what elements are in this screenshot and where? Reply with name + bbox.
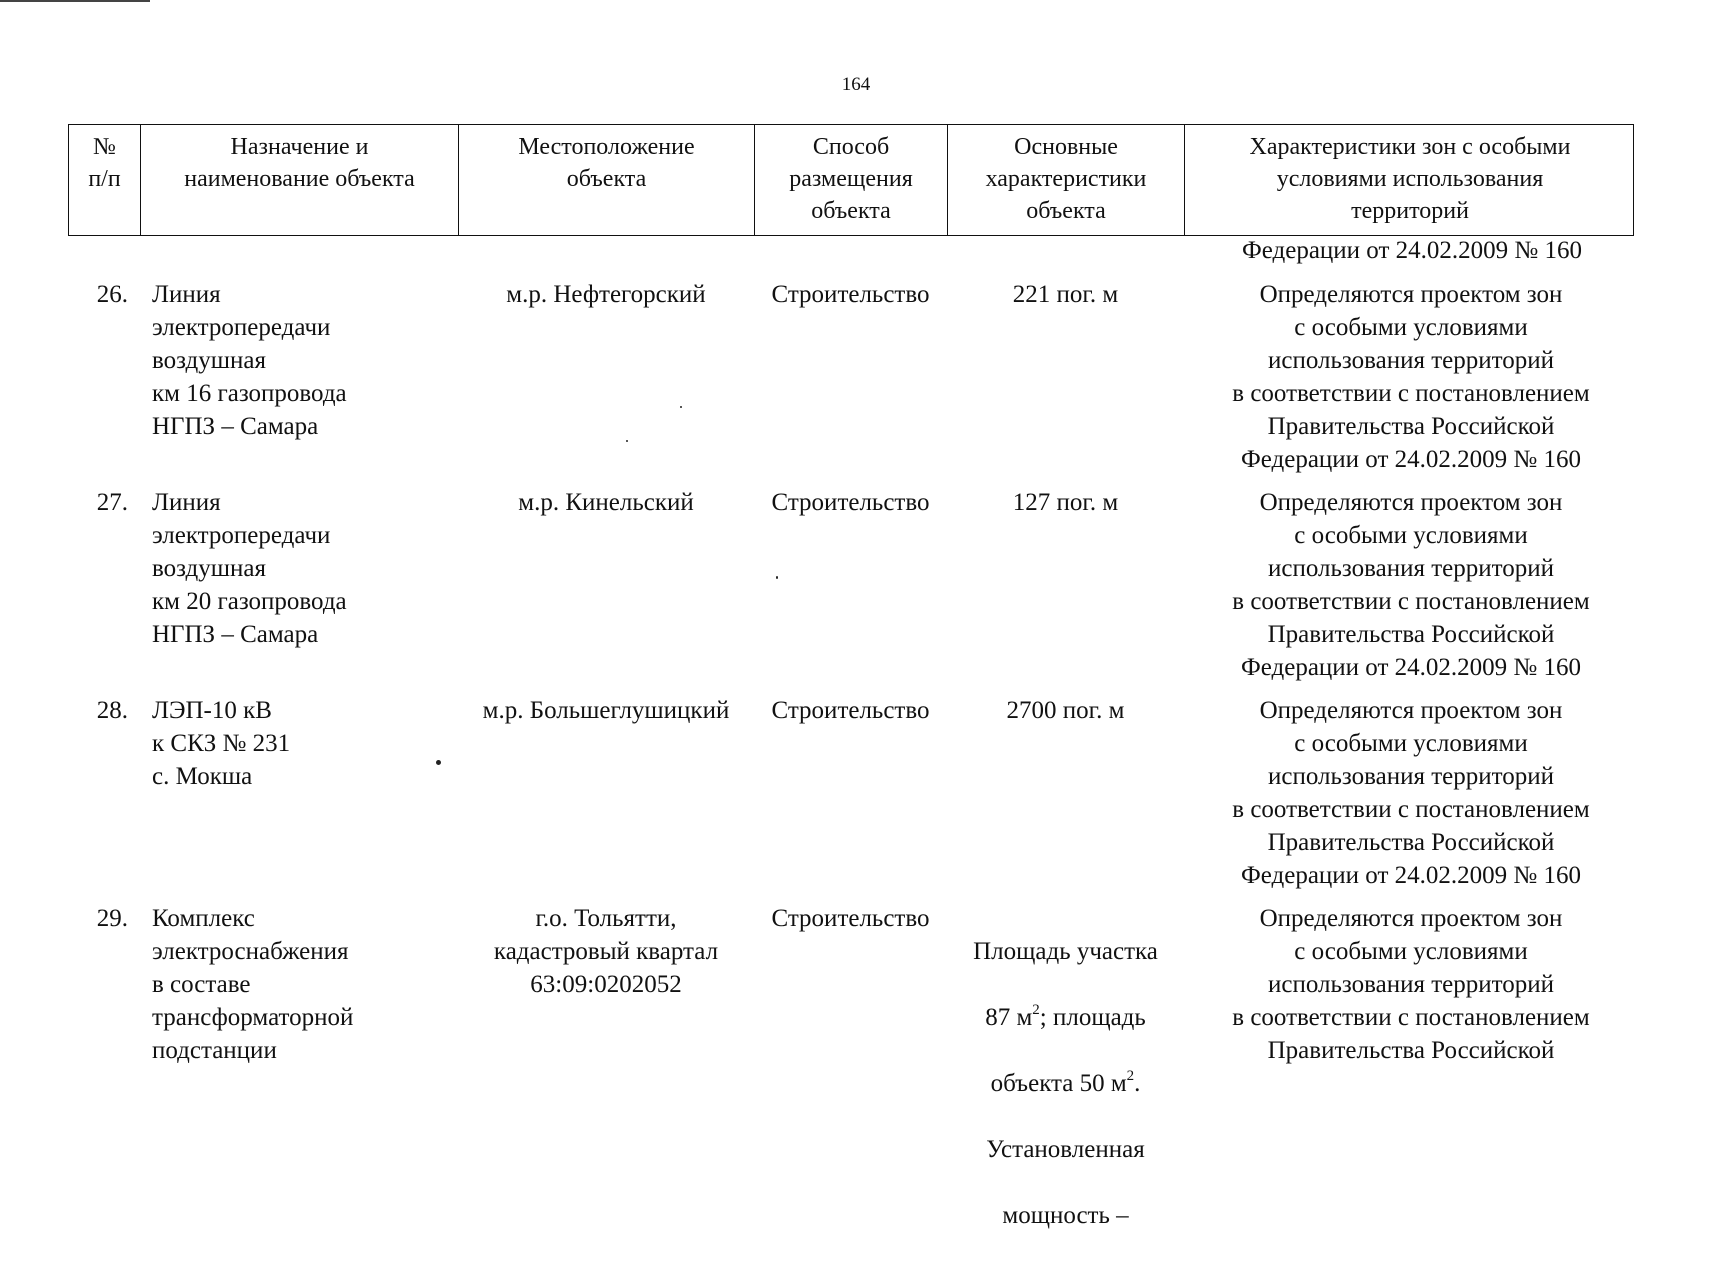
placement-method: Строительство [771, 905, 930, 932]
zone-characteristics: Определяются проектом зон с особыми условиями использования территорий в соответствии с постановлением Правительства Российской Федерации от 24.02.2009 № 160 [1232, 697, 1590, 889]
characteristics-line: Площадь участка [973, 938, 1158, 965]
characteristics-line [947, 1001, 1184, 1034]
superscript: 2 [1126, 1067, 1135, 1084]
object-location: г.о. Тольятти, кадастровый квартал 63:09:0202052 [493, 905, 719, 998]
characteristics-line [947, 1067, 1184, 1100]
object-characteristics: 221 пог. м [1012, 281, 1119, 308]
header-name: Назначение и наименование объекта [141, 125, 459, 235]
area-object-tail: . [1134, 1070, 1141, 1097]
object-location: м.р. Кинельский [518, 489, 694, 516]
header-method: Способ размещения объекта [755, 125, 948, 235]
area-parcel: 87 м [985, 1004, 1033, 1031]
object-characteristics: 127 пог. м [1012, 489, 1119, 516]
scan-speck [436, 760, 441, 765]
scan-speck [680, 406, 682, 408]
top-edge-rule [0, 0, 150, 2]
object-name: Линия электропередачи воздушная км 16 газопровода НГПЗ – Самара [152, 281, 347, 440]
row-number: 29. [96, 905, 128, 932]
zone-characteristics: Определяются проектом зон с особыми условиями использования территорий в соответствии с постановлением Правительства Российской Федерации от 24.02.2009 № 160 [1232, 489, 1590, 681]
header-zones: Характеристики зон с особыми условиями использования территорий [1249, 134, 1571, 224]
table-row [68, 278, 1634, 476]
table-header [68, 124, 1634, 236]
object-name: Комплекс электроснабжения в составе трансформаторной подстанции [152, 905, 354, 1064]
header-location: Местоположение объекта [459, 125, 755, 235]
zone-characteristics: Определяются проектом зон с особыми условиями использования территорий в соответствии с постановлением Правительства Российской [1232, 905, 1590, 1064]
table-row [68, 486, 1634, 684]
row-number: 26. [96, 281, 128, 308]
page-number: 164 [841, 74, 871, 95]
table-row [68, 694, 1634, 892]
object-name: ЛЭП-10 кВ к СКЗ № 231 с. Мокша [152, 697, 291, 790]
zone-characteristics: Определяются проектом зон с особыми условиями использования территорий в соответствии с постановлением Правительства Российской Федерации от 24.02.2009 № 160 [1232, 281, 1590, 473]
object-location: м.р. Большеглушицкий [482, 697, 730, 724]
area-parcel-tail: ; площадь [1039, 1004, 1146, 1031]
object-characteristics: 2700 пог. м [1006, 697, 1125, 724]
scan-speck [626, 440, 628, 442]
object-name: Линия электропередачи воздушная км 20 газопровода НГПЗ – Самара [152, 489, 347, 648]
characteristics-line: Установленная [986, 1136, 1145, 1163]
superscript: 2 [1032, 1001, 1040, 1018]
object-characteristics [947, 902, 1184, 1265]
table-row [68, 902, 1634, 1265]
characteristics-line: мощность – [1002, 1202, 1129, 1229]
scan-speck [776, 576, 778, 579]
row-number: 28. [96, 697, 128, 724]
placement-method: Строительство [771, 489, 930, 516]
placement-method: Строительство [771, 281, 930, 308]
header-characteristics: Основные характеристики объекта [948, 125, 1185, 235]
continued-zone-text: Федерации от 24.02.2009 № 160 [1241, 237, 1582, 264]
placement-method: Строительство [771, 697, 930, 724]
header-number: № п/п [69, 125, 141, 235]
area-object: объекта 50 м [990, 1070, 1127, 1097]
row-number: 27. [96, 489, 128, 516]
object-location: м.р. Нефтегорский [506, 281, 706, 308]
